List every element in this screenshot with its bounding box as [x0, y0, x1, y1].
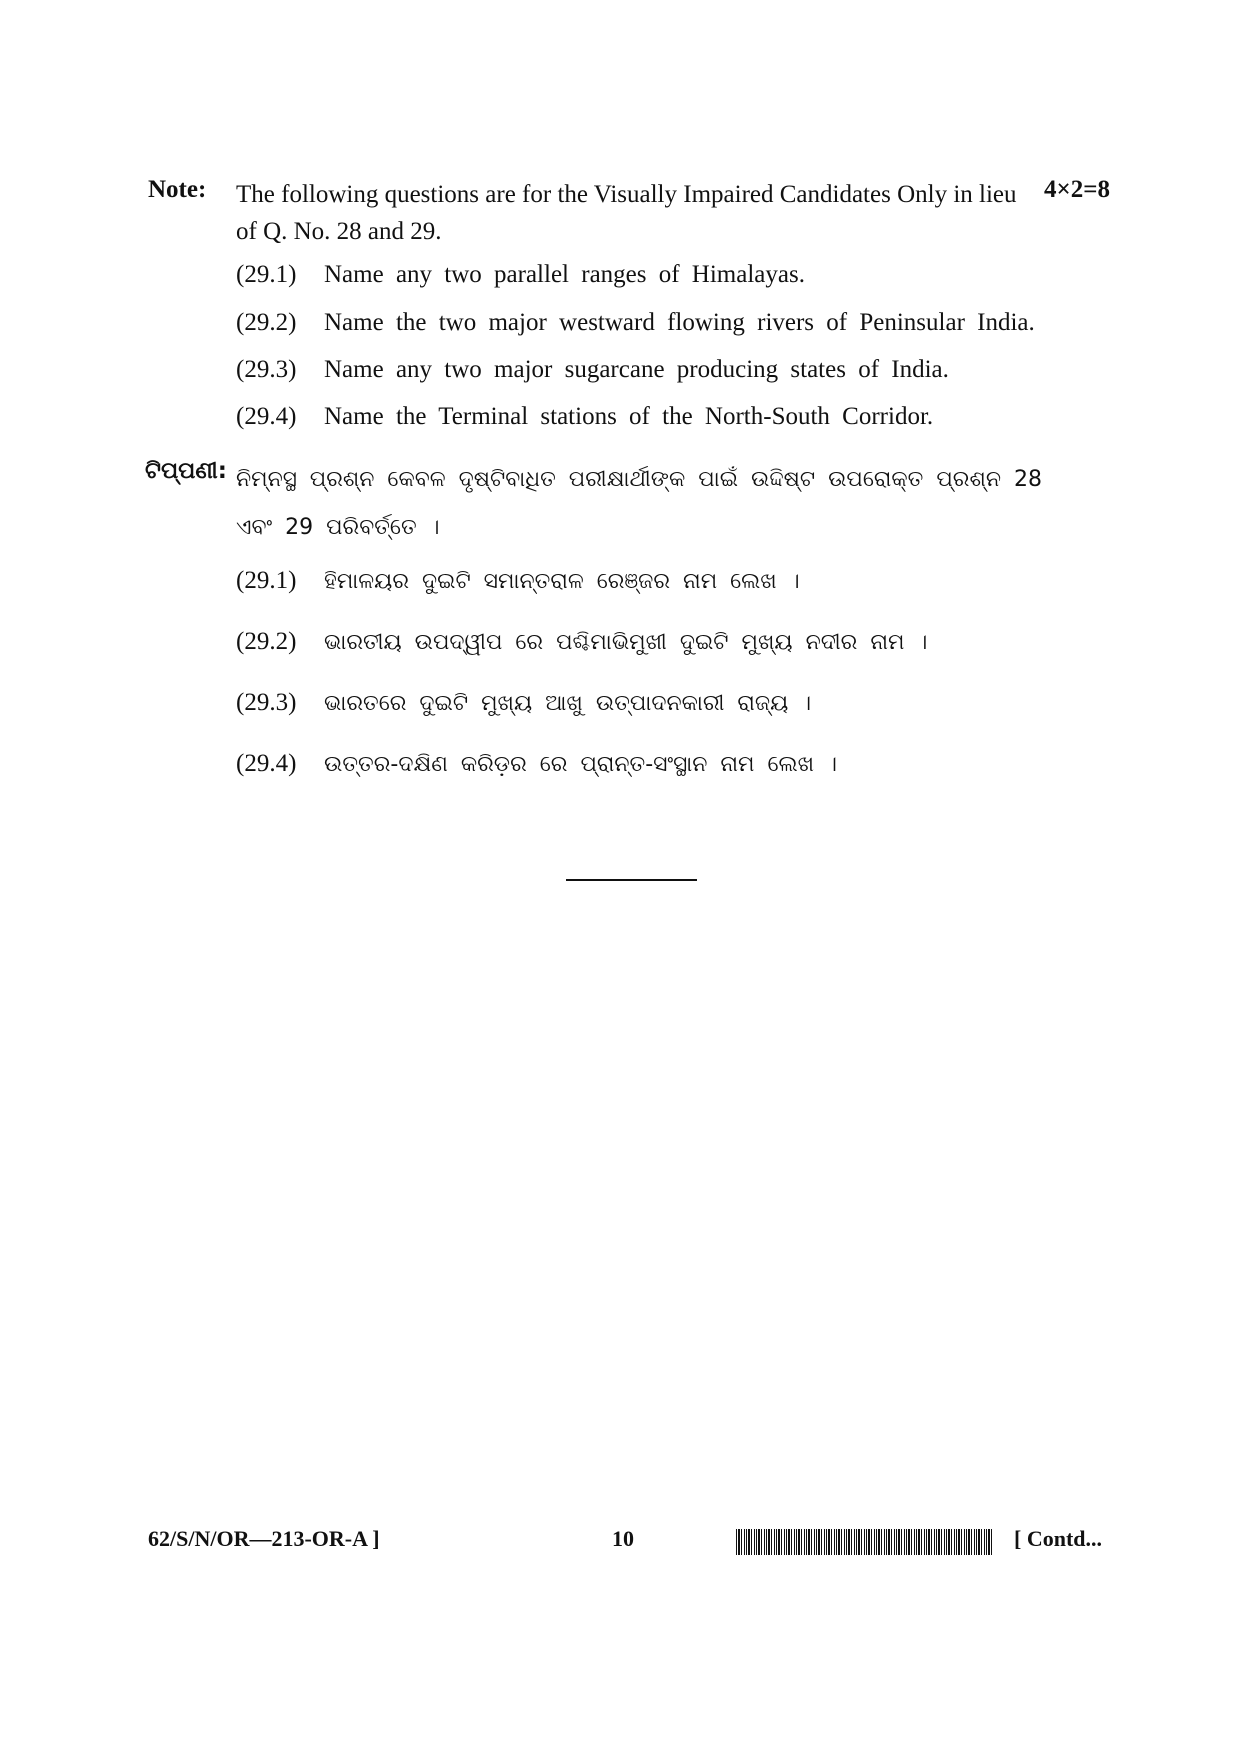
question-number: (29.2)	[236, 628, 297, 655]
question-number: (29.3)	[236, 356, 297, 383]
page-number: 10	[612, 1526, 634, 1551]
question-number: (29.1)	[236, 567, 297, 594]
question-29-4-or	[236, 750, 837, 778]
question-29-2-or	[236, 628, 927, 656]
question-number: (29.1)	[236, 261, 297, 288]
question-29-3-or	[236, 689, 811, 717]
note-text: The following questions are for the Visually Impaired Candidates Only in lieu of Q. No. 28 and 29.	[236, 181, 1017, 245]
marks-allocation: 4×2=8	[1044, 176, 1110, 203]
question-text: ହିମାଳୟର ଦୁଇଟି ସମାନ୍ତରାଳ ରେଞ୍ଜର ନାମ ଲେଖ ।	[324, 569, 800, 594]
odia-note-text: ନିମ୍ନସ୍ଥ ପ୍ରଶ୍ନ କେବଳ ଦୃଷ୍ଟିବାଧିତ ପରୀକ୍ଷାର୍ଥୀଙ୍କ ପାଇଁ ଉଦ୍ଦିଷ୍ଟ ଉପରୋକ୍ତ ପ୍ରଶ୍ନ 28 ଏବଂ 29 ପରିବର୍ତ୍ତେ ।	[236, 467, 1042, 540]
question-number: (29.3)	[236, 689, 297, 716]
question-number: (29.4)	[236, 750, 297, 777]
question-29-2-en	[236, 309, 1035, 337]
question-29-1-or	[236, 567, 800, 595]
question-29-1-en	[236, 261, 805, 289]
section-divider	[566, 879, 697, 881]
question-29-4-en	[236, 403, 933, 431]
question-text: Name the Terminal stations of the North-South Corridor.	[324, 403, 934, 430]
paper-code: 62/S/N/OR—213-OR-A ]	[148, 1526, 380, 1551]
question-text: ଭାରତରେ ଦୁଇଟି ମୁଖ୍ୟ ଆଖୁ ଉତ୍ପାଦନକାରୀ ରାଜ୍ୟ ।	[324, 691, 812, 716]
continued-marker: [ Contd...	[1014, 1526, 1103, 1551]
question-text: Name any two major sugarcane producing states of India.	[324, 356, 949, 383]
question-text: ଭାରତୀୟ ଉପଦ୍ୱୀପ ରେ ପଶ୍ଚିମାଭିମୁଖୀ ଦୁଇଟି ମୁଖ୍ୟ ନଦୀର ନାମ ।	[324, 630, 928, 655]
question-text: Name the two major westward flowing rivers of Peninsular India.	[324, 309, 1035, 336]
barcode-icon	[736, 1529, 992, 1555]
question-29-3-en	[236, 356, 949, 384]
question-number: (29.2)	[236, 309, 297, 336]
odia-note-label: ଟିପ୍ପଣୀ:	[145, 458, 227, 484]
question-text: Name any two parallel ranges of Himalayas.	[324, 261, 805, 288]
question-number: (29.4)	[236, 403, 297, 430]
question-text: ଉତ୍ତର-ଦକ୍ଷିଣ କରିଡ଼ର ରେ ପ୍ରାନ୍ତ-ସଂସ୍ଥାନ ନାମ ଲେଖ ।	[324, 752, 838, 777]
note-label: Note:	[148, 176, 207, 203]
